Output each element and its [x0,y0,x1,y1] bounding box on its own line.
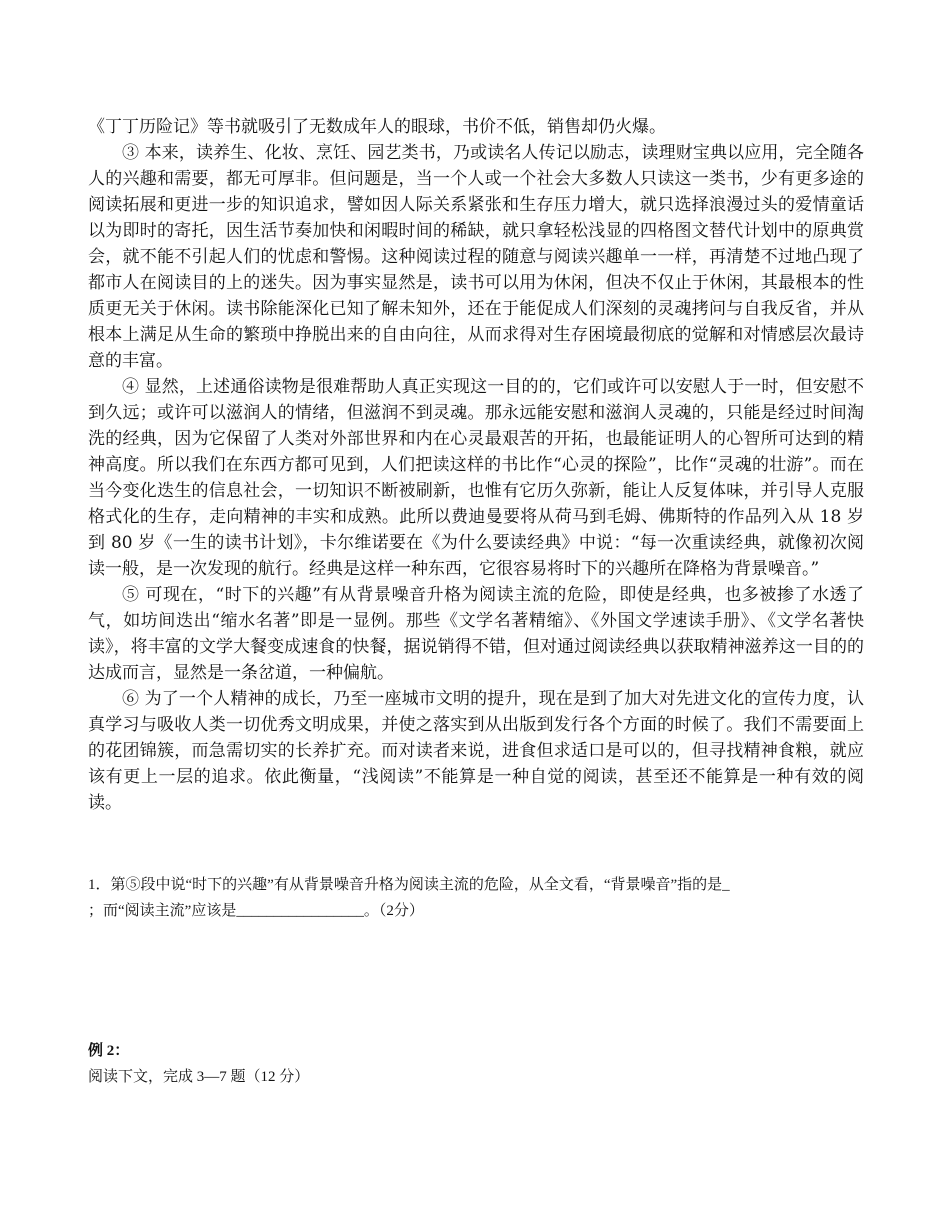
example-2-label: 例 2： [88,1043,130,1059]
passage-paragraph-6: ⑥ 为了一个人精神的成长，乃至一座城市文明的提升，现在是到了加大对先进文化的宣传力度，认真学习与吸收人类一切优秀文明成果，并使之落实到从出版到发行各个方面的时候了。我们不需要面上的花团锦簇，而急需切实的长养扩充。而对读者来说，进食但求适口是可以的，但寻找精神食粮，就应该有更上一层的追求。依此衡量，“浅阅读”不能算是一种自觉的阅读，甚至还不能算是一种有效的阅读。 [88,689,864,813]
example-2-block [88,1038,309,1090]
question-1 [88,872,864,924]
passage-paragraph-5: ⑤ 可现在，“时下的兴趣”有从背景噪音升格为阅读主流的危险，即使是经典，也多被掺了水透了气，如坊间迭出“缩水名著”即是一显例。那些《文学名著精缩》、《外国文学速读手册》、《文学名著快读》，将丰富的文学大餐变成速食的快餐，据说销得不错，但对通过阅读经典以获取精神滋养这一目的的达成而言，显然是一条岔道，一种偏航。 [88,585,864,683]
passage [88,114,864,816]
question-1-line-1: 1．第⑤段中说“时下的兴趣”有从背景噪音升格为阅读主流的危险，从全文看，“背景噪音”指的是_ [88,877,730,893]
example-2-instruction: 阅读下文，完成 3—7 题（12 分） [88,1069,310,1085]
question-1-line-2: ；而“阅读主流”应该是_________________。（2分） [88,903,424,919]
passage-paragraph-4: ④ 显然，上述通俗读物是很难帮助人真正实现这一目的的，它们或许可以安慰人于一时，但安慰不到久远；或许可以滋润人的情绪，但滋润不到灵魂。那永远能安慰和滋润人灵魂的，只能是经过时间淘洗的经典，因为它保留了人类对外部世界和内在心灵最艰苦的开拓，也最能证明人的心智所可达到的精神高度。所以我们在东西方都可见到，人们把读这样的书比作“心灵的探险”，比作“灵魂的壮游”。而在当今变化迭生的信息社会，一切知识不断被刷新，也惟有它历久弥新，能让人反复体味，并引导人克服格式化的生存，走向精神的丰实和成熟。此所以费迪曼要将从荷马到毛姆、佛斯特的作品列入从 18 岁到 80 岁《一生的读书计划》，卡尔维诺要在《为什么要读经典》中说：“每一次重读经典，就像初次阅读一般，是一次发现的航行。经典是这样一种东西，它很容易将时下的兴趣所在降格为背景噪音。” [88,377,864,579]
passage-paragraph-3: ③ 本来，读养生、化妆、烹饪、园艺类书，乃或读名人传记以励志，读理财宝典以应用，完全随各人的兴趣和需要，都无可厚非。但问题是，当一个人或一个社会大多数人只读这一类书，少有更多途的阅读拓展和更进一步的知识追求，譬如因人际关系紧张和生存压力增大，就只选择浪漫过头的爱情童话以为即时的寄托，因生活节奏加快和闲暇时间的稀缺，就只拿轻松浅显的四格图文替代计划中的原典赏会，就不能不引起人们的忧虑和警惕。这种阅读过程的随意与阅读兴趣单一一样，再清楚不过地凸现了都市人在阅读目的上的迷失。因为事实显然是，读书可以用为休闲，但决不仅止于休闲，其最根本的性质更无关于休闲。读书除能深化已知了解未知外，还在于能促成人们深刻的灵魂拷问与自我反省，并从根本上满足从生命的繁琐中挣脱出来的自由向往，从而求得对生存困境最彻底的觉解和对情感层次最诗意的丰富。 [88,143,864,371]
passage-paragraph-1: 《丁丁历险记》等书就吸引了无数成年人的眼球，书价不低，销售却仍火爆。 [88,117,666,137]
